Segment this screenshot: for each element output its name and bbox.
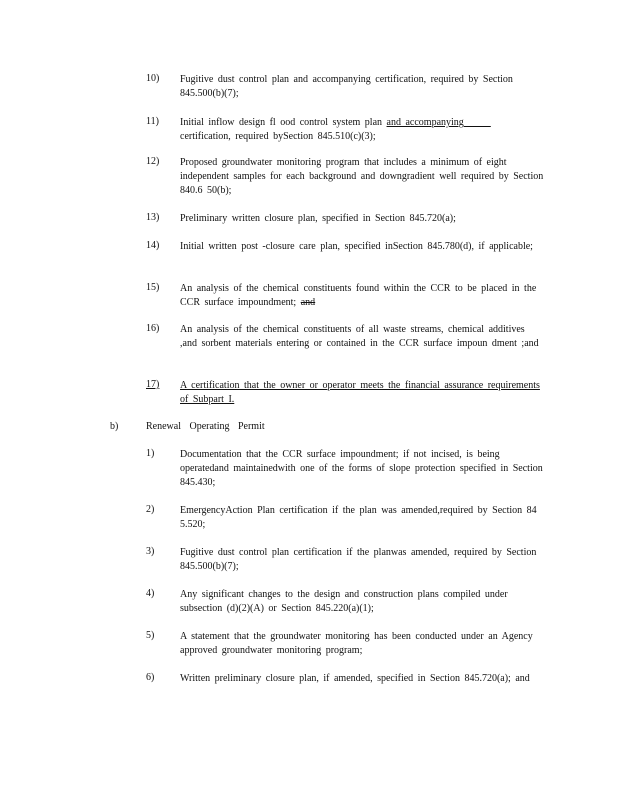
- item-number: 11): [146, 116, 159, 127]
- item-number: 16): [146, 323, 160, 334]
- item-number: 10): [146, 73, 160, 84]
- item-text: [180, 282, 546, 310]
- item-text-plain: Initial inflow design fl ood control system plan: [180, 117, 387, 128]
- item-text: An analysis of the chemical constituents of all waste streams, chemical additives ,and sorbent materials entering or contained in the CCR surface impoun dment ;and: [180, 324, 539, 349]
- item-number: 15): [146, 282, 160, 293]
- item-text: EmergencyAction Plan certification if the plan was amended,required by Section 84 5.520;: [180, 505, 537, 530]
- item-text-end: certification, required bySection 845.510(c)(3);: [180, 131, 376, 142]
- item-number: 4): [146, 588, 155, 599]
- item-text-plain: An analysis of the chemical constituents found within the CCR to be placed in the CCR surface impoundment;: [180, 283, 537, 308]
- item-text-inserted: and accompanying: [386, 117, 464, 128]
- item-text: [180, 116, 546, 144]
- item-number: 1): [146, 448, 155, 459]
- item-text: A statement that the groundwater monitoring has been conducted under an Agency approved groundwater monitoring program;: [180, 631, 533, 656]
- item-number: 13): [146, 212, 160, 223]
- item-number: 12): [146, 156, 160, 167]
- item-text: Fugitive dust control plan and accompanying certification, required by Section 845.500(b)(7);: [180, 74, 513, 99]
- item-text: Documentation that the CCR surface impoundment; if not incised, is being operatedand maintainedwith one of the forms of slope protection specified in Section 845.430;: [180, 449, 543, 488]
- item-text: Proposed groundwater monitoring program that includes a minimum of eight independent samples for each background and downgradient well required by Section 840.6 50(b);: [180, 157, 544, 196]
- item-number: 5): [146, 630, 155, 641]
- section-label: b): [110, 421, 119, 432]
- item-number: 14): [146, 240, 160, 251]
- item-text: Written preliminary closure plan, if amended, specified in Section 845.720(a); and: [180, 673, 530, 684]
- item-text: Initial written post -closure care plan, specified inSection 845.780(d), if applicable;: [180, 241, 533, 252]
- item-number: 2): [146, 504, 155, 515]
- item-text: Preliminary written closure plan, specified in Section 845.720(a);: [180, 213, 456, 224]
- item-text-inserted: A certification that the owner or operator meets the financial assurance requirements of Subpart I.: [180, 380, 540, 405]
- item-text: Any significant changes to the design and construction plans compiled under subsection (d)(2)(A) or Section 845.220(a)(1);: [180, 589, 508, 614]
- item-number: 6): [146, 672, 155, 683]
- item-text: Fugitive dust control plan certification if the planwas amended, required by Section 845.500(b)(7);: [180, 547, 537, 572]
- item-text-deleted: and: [300, 297, 316, 308]
- section-title: Renewal Operating Permit: [146, 421, 265, 432]
- item-number: 3): [146, 546, 155, 557]
- item-number: 17): [146, 379, 160, 390]
